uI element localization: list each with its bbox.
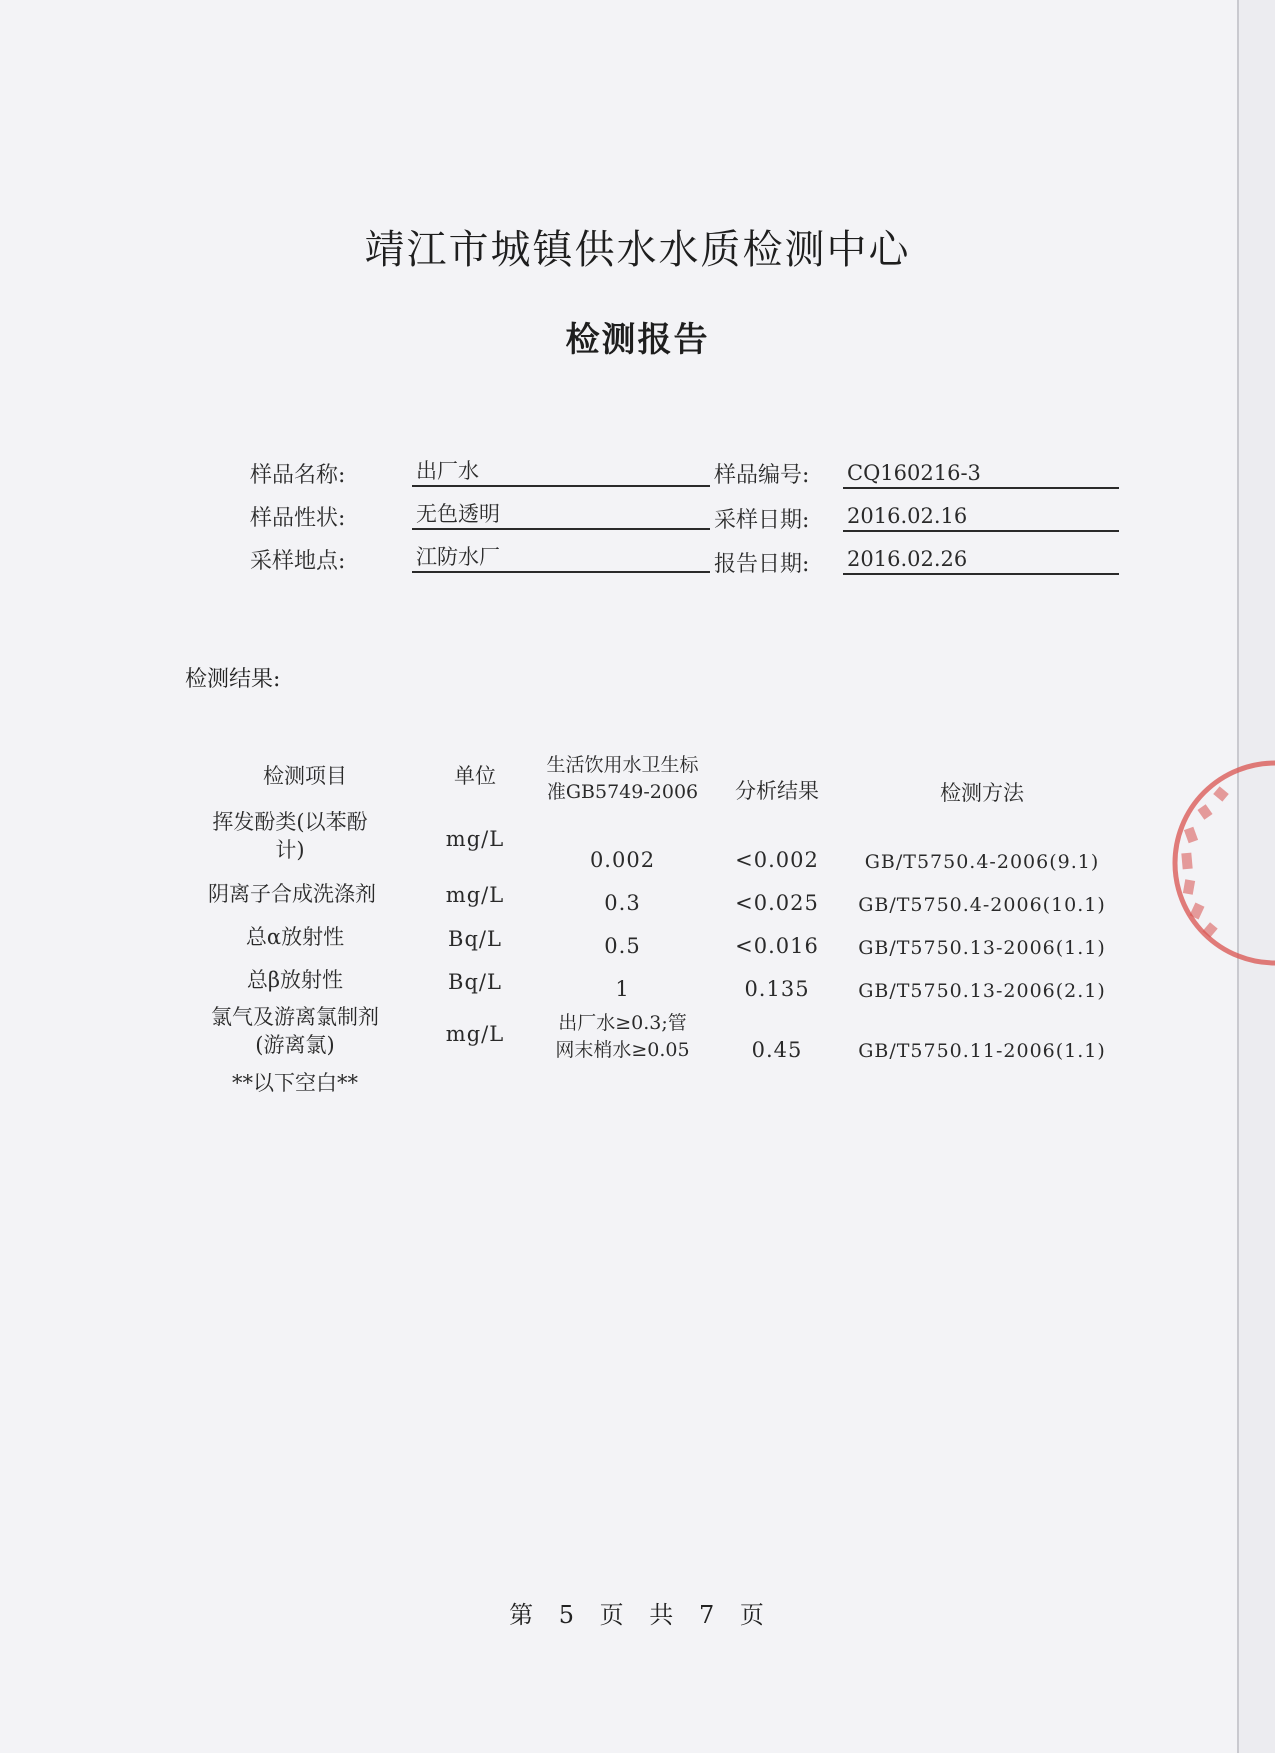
report-date-label: 报告日期: — [714, 552, 810, 577]
table-row-1-unit: mg/L — [445, 827, 505, 851]
table-row-4-method: GB/T5750.13-2006(2.1) — [858, 980, 1106, 1002]
sample-date-label: 采样日期: — [714, 508, 810, 533]
column-header-unit: 单位 — [454, 764, 496, 788]
column-header-result: 分析结果 — [735, 779, 819, 803]
table-row-5-standard-line2: 网末梢水≥0.05 — [555, 1039, 690, 1061]
table-row-2-unit: mg/L — [445, 883, 505, 907]
sample-state-label: 样品性状: — [250, 506, 346, 531]
column-header-standard-line2: 准GB5749-2006 — [546, 781, 699, 803]
table-row-1-item-line1: 挥发酚类(以苯酚 — [212, 810, 368, 834]
table-row-3-unit: Bq/L — [448, 927, 502, 951]
report-date-value: 2016.02.26 — [843, 546, 1119, 575]
table-row-5-result: 0.45 — [751, 1038, 803, 1062]
column-header-item: 检测项目 — [263, 764, 347, 788]
official-seal-stamp — [1160, 748, 1275, 978]
table-row-5-method: GB/T5750.11-2006(1.1) — [858, 1040, 1106, 1062]
table-row-5-unit: mg/L — [445, 1022, 505, 1046]
table-row-5-item-line1: 氯气及游离氯制剂 — [211, 1005, 379, 1029]
sample-id-label: 样品编号: — [714, 463, 810, 488]
table-row-2-method: GB/T5750.4-2006(10.1) — [858, 894, 1106, 916]
sample-location-label: 采样地点: — [250, 549, 346, 574]
table-row-1-standard: 0.002 — [589, 848, 656, 872]
table-row-2-result: <0.025 — [735, 891, 819, 915]
sample-location-value: 江防水厂 — [412, 544, 710, 573]
page-number-footer: 第 5 页 共 7 页 — [509, 1601, 766, 1629]
report-title: 检测报告 — [565, 320, 710, 360]
table-row-5-item-line2: (游离氯) — [255, 1033, 335, 1057]
table-row-4-item: 总β放射性 — [246, 968, 344, 992]
table-row-3-method: GB/T5750.13-2006(1.1) — [858, 937, 1106, 959]
column-header-standard-line1: 生活饮用水卫生标 — [546, 754, 699, 776]
sample-id-value: CQ160216-3 — [843, 460, 1119, 489]
table-row-2-item: 阴离子合成洗涤剂 — [208, 882, 376, 906]
sample-name-value: 出厂水 — [412, 458, 710, 487]
table-row-5-standard-line1: 出厂水≥0.3;管 — [558, 1012, 687, 1034]
table-end-note: **以下空白** — [232, 1071, 358, 1095]
table-row-3-standard: 0.5 — [604, 934, 641, 958]
table-row-4-unit: Bq/L — [448, 970, 502, 994]
sample-date-value: 2016.02.16 — [843, 503, 1119, 532]
sample-state-value: 无色透明 — [412, 501, 710, 530]
sample-name-label: 样品名称: — [250, 463, 346, 488]
table-row-1-method: GB/T5750.4-2006(9.1) — [864, 851, 1100, 873]
organization-title: 靖江市城镇供水水质检测中心 — [364, 227, 911, 273]
table-row-3-item: 总α放射性 — [245, 925, 345, 949]
table-row-2-standard: 0.3 — [604, 891, 641, 915]
column-header-method: 检测方法 — [940, 781, 1024, 805]
table-row-4-standard: 1 — [615, 977, 630, 1001]
table-row-1-result: <0.002 — [735, 848, 819, 872]
table-row-4-result: 0.135 — [744, 977, 810, 1001]
results-heading: 检测结果: — [185, 667, 281, 692]
table-row-1-item-line2: 计) — [275, 838, 305, 862]
table-row-3-result: <0.016 — [735, 934, 819, 958]
